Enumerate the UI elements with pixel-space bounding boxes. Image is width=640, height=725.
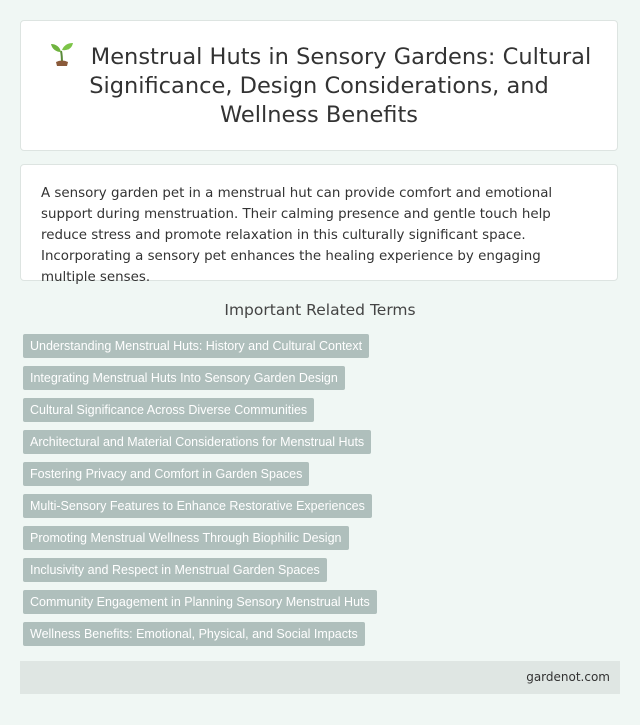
- footer-site-link[interactable]: gardenot.com: [526, 670, 610, 684]
- related-term-tag[interactable]: Wellness Benefits: Emotional, Physical, and Social Impacts: [23, 622, 365, 646]
- related-term-tag[interactable]: Community Engagement in Planning Sensory Menstrual Huts: [23, 590, 377, 614]
- page-title: [43, 41, 595, 130]
- intro-card: [20, 164, 618, 285]
- seedling-icon: [47, 41, 77, 67]
- related-term-tag[interactable]: Architectural and Material Considerations for Menstrual Huts: [23, 430, 371, 454]
- page-title-text: Menstrual Huts in Sensory Gardens: Cultural Significance, Design Considerations, and Wellness Benefits: [89, 44, 592, 128]
- related-terms-list: [23, 334, 377, 646]
- intro-text: A sensory garden pet in a menstrual hut can provide comfort and emotional support during menstruation. Their calming presence and gentle touch help reduce stress and promote relaxation in this culturally significant space. Incorporating a sensory pet enhances the healing experience by engaging multiple senses.: [41, 186, 553, 285]
- title-card: [20, 20, 618, 151]
- related-term-tag[interactable]: Cultural Significance Across Diverse Communities: [23, 398, 314, 422]
- related-term-tag[interactable]: Multi-Sensory Features to Enhance Restorative Experiences: [23, 494, 372, 518]
- related-term-tag[interactable]: Fostering Privacy and Comfort in Garden Spaces: [23, 462, 309, 486]
- related-term-tag[interactable]: Integrating Menstrual Huts Into Sensory Garden Design: [23, 366, 345, 390]
- related-term-tag[interactable]: Promoting Menstrual Wellness Through Biophilic Design: [23, 526, 349, 550]
- related-terms-heading: Important Related Terms: [224, 301, 416, 319]
- footer: [20, 661, 620, 694]
- related-term-tag[interactable]: Understanding Menstrual Huts: History and Cultural Context: [23, 334, 369, 358]
- related-term-tag[interactable]: Inclusivity and Respect in Menstrual Garden Spaces: [23, 558, 327, 582]
